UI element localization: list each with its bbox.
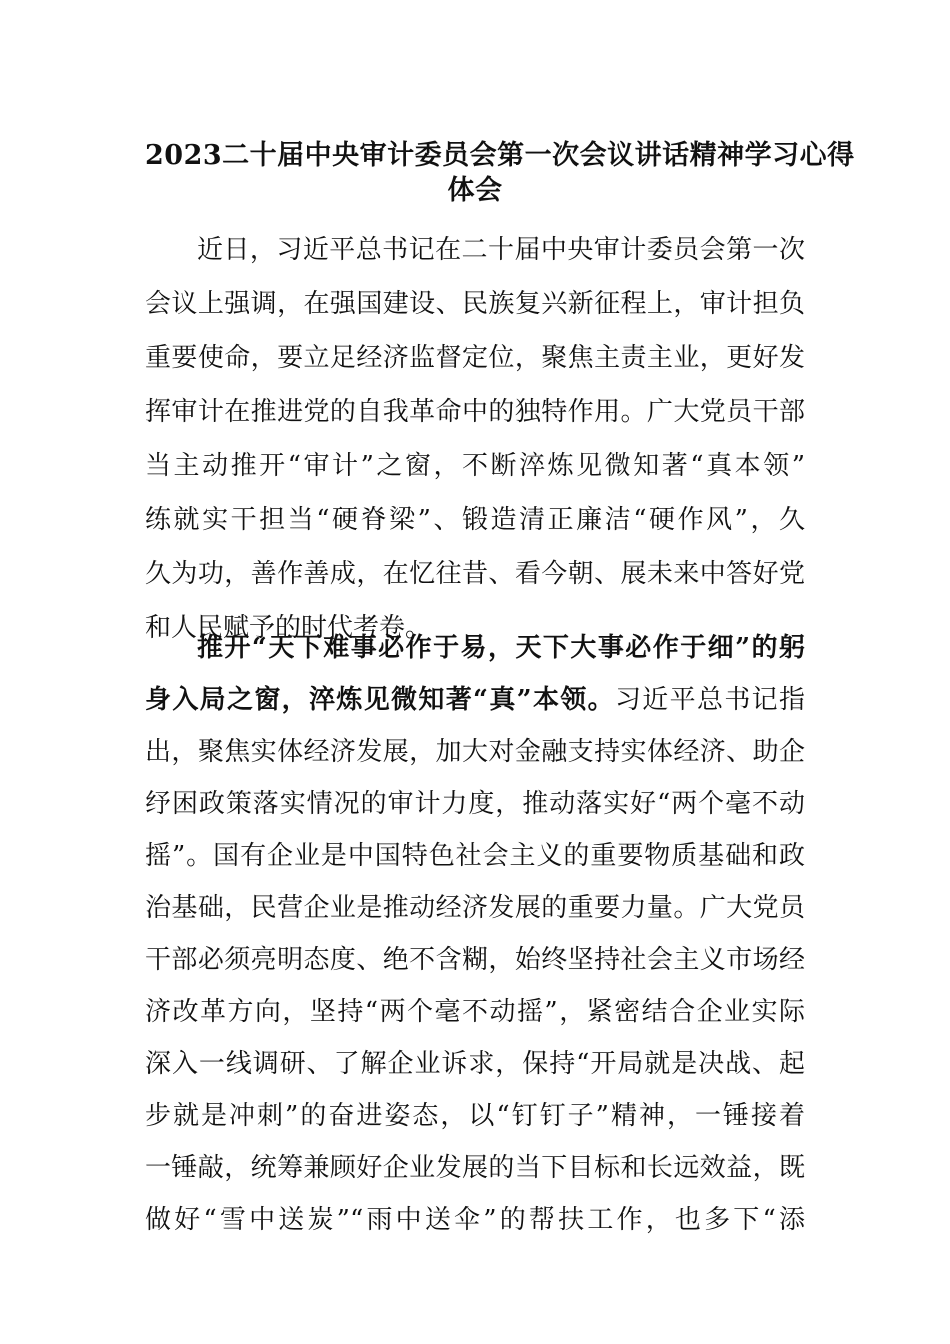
paragraph-2-line: 步就是冲刺”的奋进姿态，以“钉钉子”精神，一锤接着 [145,1101,805,1131]
paragraph-2-line: 纾困政策落实情况的审计力度，推动落实好“两个毫不动 [145,789,805,819]
paragraph-2-line: 做好“雪中送炭”“雨中送伞”的帮扶工作，也多下“添 [145,1205,805,1235]
paragraph-2-line: 治基础，民营企业是推动经济发展的重要力量。广大党员 [145,893,805,923]
paragraph-1-line: 练就实干担当“硬脊梁”、锻造清正廉洁“硬作风”，久 [145,505,805,535]
paragraph-2-heading-line: 推开“天下难事必作于易，天下大事必作于细”的躬 [197,633,805,663]
paragraph-1-line: 重要使命，要立足经济监督定位，聚焦主责主业，更好发 [145,343,805,373]
paragraph-1-line: 近日，习近平总书记在二十届中央审计委员会第一次 [197,235,805,265]
paragraph-2-line: 深入一线调研、了解企业诉求，保持“开局就是决战、起 [145,1049,805,1079]
paragraph-2-text-start: 习近平总书记指 [614,685,805,715]
paragraph-2-mixed-line [145,682,805,718]
paragraph-1-line: 久为功，善作善成，在忆往昔、看今朝、展未来中答好党 [145,559,805,589]
paragraph-2-line: 摇”。国有企业是中国特色社会主义的重要物质基础和政 [145,841,805,871]
document-title-line-2: 体会 [447,175,503,206]
paragraph-1-line: 会议上强调，在强国建设、民族复兴新征程上，审计担负 [145,289,805,319]
paragraph-2-line: 济改革方向，坚持“两个毫不动摇”，紧密结合企业实际 [145,997,805,1027]
document-title-line-1: 2023二十届中央审计委员会第一次会议讲话精神学习心得 [145,140,855,171]
paragraph-2-heading-tail: 身入局之窗，淬炼见微知著“真”本领。 [145,685,615,715]
paragraph-2-line: 出，聚焦实体经济发展，加大对金融支持实体经济、助企 [145,737,805,767]
paragraph-2-line: 一锤敲，统筹兼顾好企业发展的当下目标和长远效益，既 [145,1153,805,1183]
paragraph-1-line: 和人民赋予的时代考卷。 [145,613,432,643]
paragraph-1-line: 挥审计在推进党的自我革命中的独特作用。广大党员干部 [145,397,805,427]
paragraph-2-line: 干部必须亮明态度、绝不含糊，始终坚持社会主义市场经 [145,945,805,975]
paragraph-1-line: 当主动推开“审计”之窗，不断淬炼见微知著“真本领” [145,451,805,481]
